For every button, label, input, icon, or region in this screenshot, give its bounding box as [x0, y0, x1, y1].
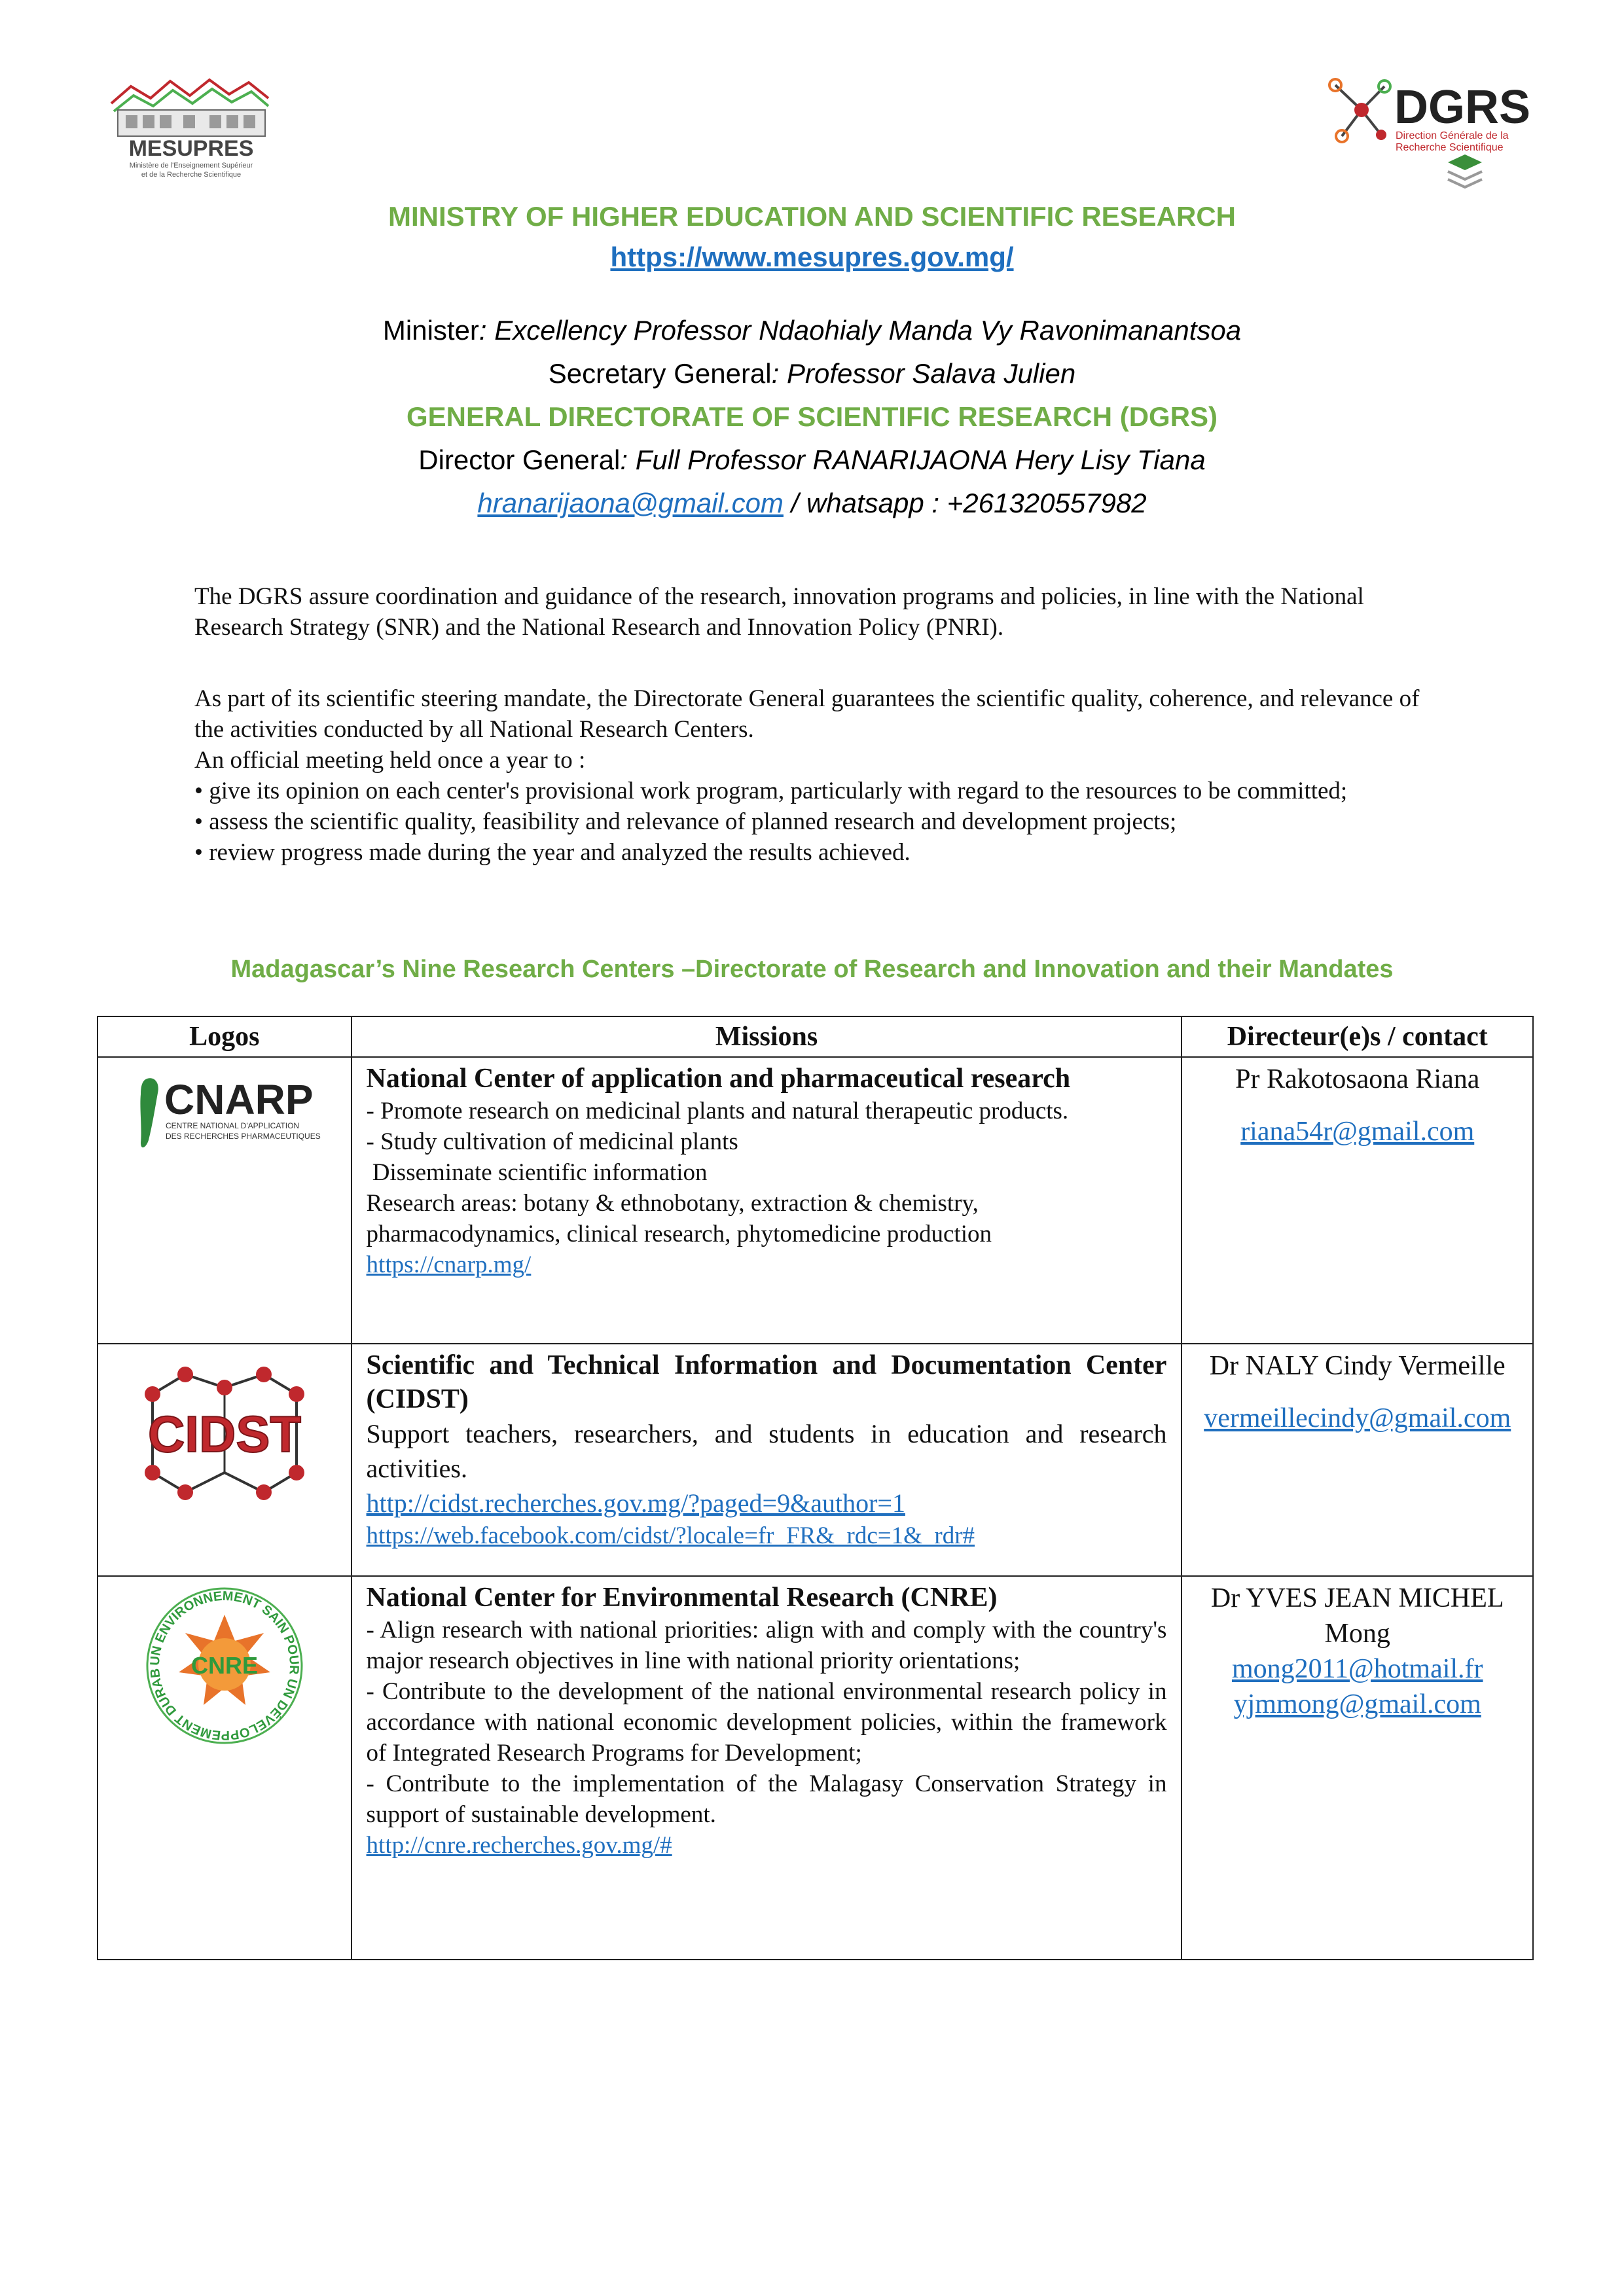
ministry-website-link[interactable]: https://www.mesupres.gov.mg/: [610, 242, 1014, 272]
mission-line: - Align research with national priorities: align with and comply with the country's major research objectives in line with national priority orientations;: [366, 1617, 1167, 1674]
bullet-item: • assess the scientific quality, feasibility and relevance of planned research and development projects;: [194, 808, 1177, 835]
mission-line: Research areas: botany & ethnobotany, extraction & chemistry, pharmacodynamics, clinical research, phytomedicine production: [366, 1190, 992, 1247]
whatsapp-number: / whatsapp : +261320557982: [783, 488, 1147, 518]
mesupres-logo: [105, 72, 278, 183]
mission-line: - Study cultivation of medicinal plants: [366, 1128, 738, 1155]
director-general-name: : Full Professor RANARIJAONA Hery Lisy Tiana: [620, 444, 1206, 475]
dgrs-logo-subtitle-2: Recherche Scientifique: [1396, 142, 1504, 153]
header-logos: Logos: [98, 1016, 352, 1057]
bullet-item: • review progress made during the year and analyzed the results achieved.: [194, 839, 911, 866]
contact-line: [0, 482, 1624, 525]
cnarp-logo-cell: [98, 1057, 352, 1344]
minister-label: Minister: [382, 315, 479, 346]
cnre-logo-cell: [98, 1576, 352, 1960]
intro-paragraph-1: [194, 581, 1438, 643]
center-title: National Center of application and pharmaceutical research: [366, 1064, 1071, 1094]
director-name: Dr YVES JEAN MICHEL Mong: [1210, 1583, 1504, 1649]
mission-line: Support teachers, researchers, and students in education and research activities.: [366, 1419, 1167, 1483]
cnre-logo: [139, 1581, 310, 1751]
meeting-text: An official meeting held once a year to :: [194, 747, 586, 774]
director-general-line: [0, 439, 1624, 482]
cnre-logo-ring-text: UN ENVIRONNEMENT SAIN POUR UN DÉVELOPPEMENT DURAB: [147, 1588, 301, 1743]
section-title: Madagascar’s Nine Research Centers –Directorate of Research and Innovation and their Mandates: [230, 956, 1394, 983]
cnarp-logo: [126, 1062, 323, 1160]
bullet-item: • give its opinion on each center's provisional work program, particularly with regard to the resources to be committed;: [194, 778, 1348, 804]
dgrs-logo-subtitle-1: Direction Générale de la: [1396, 130, 1509, 141]
cidst-logo-cell: [98, 1344, 352, 1576]
center-website-link[interactable]: http://cnre.recherches.gov.mg/#: [366, 1832, 672, 1859]
mesupres-logo-subtitle-1: Ministère de l'Enseignement Supérieur: [129, 162, 253, 170]
mission-line: - Promote research on medicinal plants and natural therapeutic products.: [366, 1098, 1069, 1124]
mission-line: - Contribute to the implementation of the Malagasy Conservation Strategy in support of sustainable development.: [366, 1770, 1167, 1828]
director-email-link[interactable]: vermeillecindy@gmail.com: [1204, 1403, 1511, 1433]
ministry-title: MINISTRY OF HIGHER EDUCATION AND SCIENTIFIC RESEARCH: [388, 201, 1236, 232]
secretary-general-name: : Professor Salava Julien: [771, 358, 1076, 389]
director-email-link[interactable]: mong2011@hotmail.fr: [1231, 1654, 1483, 1684]
dgrs-logo: [1322, 71, 1538, 192]
table-row: [98, 1344, 1533, 1576]
cidst-logo: [133, 1348, 316, 1512]
cnarp-mission-cell: [352, 1057, 1182, 1344]
director-name: Dr NALY Cindy Vermeille: [1209, 1351, 1506, 1381]
director-general-label: Director General: [418, 444, 621, 475]
intro-text-2: As part of its scientific steering mandate, the Directorate General guarantees the scientific quality, coherence, and relevance of the activities conducted by all National Research Centers.: [194, 685, 1420, 743]
director-email-link[interactable]: riana54r@gmail.com: [1240, 1117, 1475, 1147]
table-header-row: [98, 1016, 1533, 1057]
center-facebook-link[interactable]: https://web.facebook.com/cidst/?locale=fr_FR&_rdc=1&_rdr#: [366, 1522, 975, 1549]
cidst-director-cell: [1182, 1344, 1533, 1576]
cnre-logo-name: CNRE: [190, 1652, 258, 1679]
center-title: Scientific and Technical Information and Documentation Center (CIDST): [366, 1350, 1167, 1414]
intro-text-1: The DGRS assure coordination and guidance of the research, innovation programs and policies, in line with the National Research Strategy (SNR) and the National Research and Innovation Policy (PNRI).: [194, 583, 1364, 641]
header-missions: Missions: [352, 1016, 1182, 1057]
mesupres-logo-name: MESUPRES: [128, 136, 254, 161]
cnre-director-cell: [1182, 1576, 1533, 1960]
header-directors: Directeur(e)s / contact: [1182, 1016, 1533, 1057]
director-email-link[interactable]: hranarijaona@gmail.com: [477, 488, 784, 518]
mesupres-logo-subtitle-2: et de la Recherche Scientifique: [141, 171, 242, 179]
cnre-mission-cell: [352, 1576, 1182, 1960]
minister-name: : Excellency Professor Ndaohialy Manda Vy Ravonimanantsoa: [478, 315, 1242, 346]
center-title: National Center for Environmental Research (CNRE): [366, 1583, 998, 1613]
dgrs-logo-name: DGRS: [1394, 81, 1531, 134]
cnarp-logo-line-2: DES RECHERCHES PHARMACEUTIQUES: [165, 1132, 321, 1141]
secretary-general-line: [0, 352, 1624, 395]
cidst-mission-cell: [352, 1344, 1182, 1576]
cnarp-director-cell: [1182, 1057, 1533, 1344]
cidst-logo-name: CIDST: [147, 1405, 301, 1463]
director-name: Pr Rakotosaona Riana: [1235, 1064, 1480, 1094]
table-row: [98, 1576, 1533, 1960]
intro-paragraph-2: [194, 683, 1438, 868]
secretary-general-label: Secretary General: [548, 358, 772, 389]
director-email-link[interactable]: yjmmong@gmail.com: [1233, 1689, 1481, 1719]
center-website-link[interactable]: http://cidst.recherches.gov.mg/?paged=9&author=1: [366, 1488, 905, 1518]
mission-line: Disseminate scientific information: [366, 1159, 708, 1186]
minister-line: [0, 309, 1624, 352]
research-centers-table: [97, 1016, 1534, 1960]
cnarp-logo-name: CNARP: [164, 1076, 314, 1123]
center-website-link[interactable]: https://cnarp.mg/: [366, 1251, 532, 1278]
header-block: [0, 195, 1624, 525]
cnarp-logo-line-1: CENTRE NATIONAL D'APPLICATION: [165, 1121, 299, 1130]
mission-line: - Contribute to the development of the national environmental research policy in accordance with national economic development policies, within the framework of Integrated Research Programs for Development;: [366, 1678, 1167, 1767]
directorate-title: GENERAL DIRECTORATE OF SCIENTIFIC RESEARCH (DGRS): [406, 401, 1218, 432]
table-row: [98, 1057, 1533, 1344]
